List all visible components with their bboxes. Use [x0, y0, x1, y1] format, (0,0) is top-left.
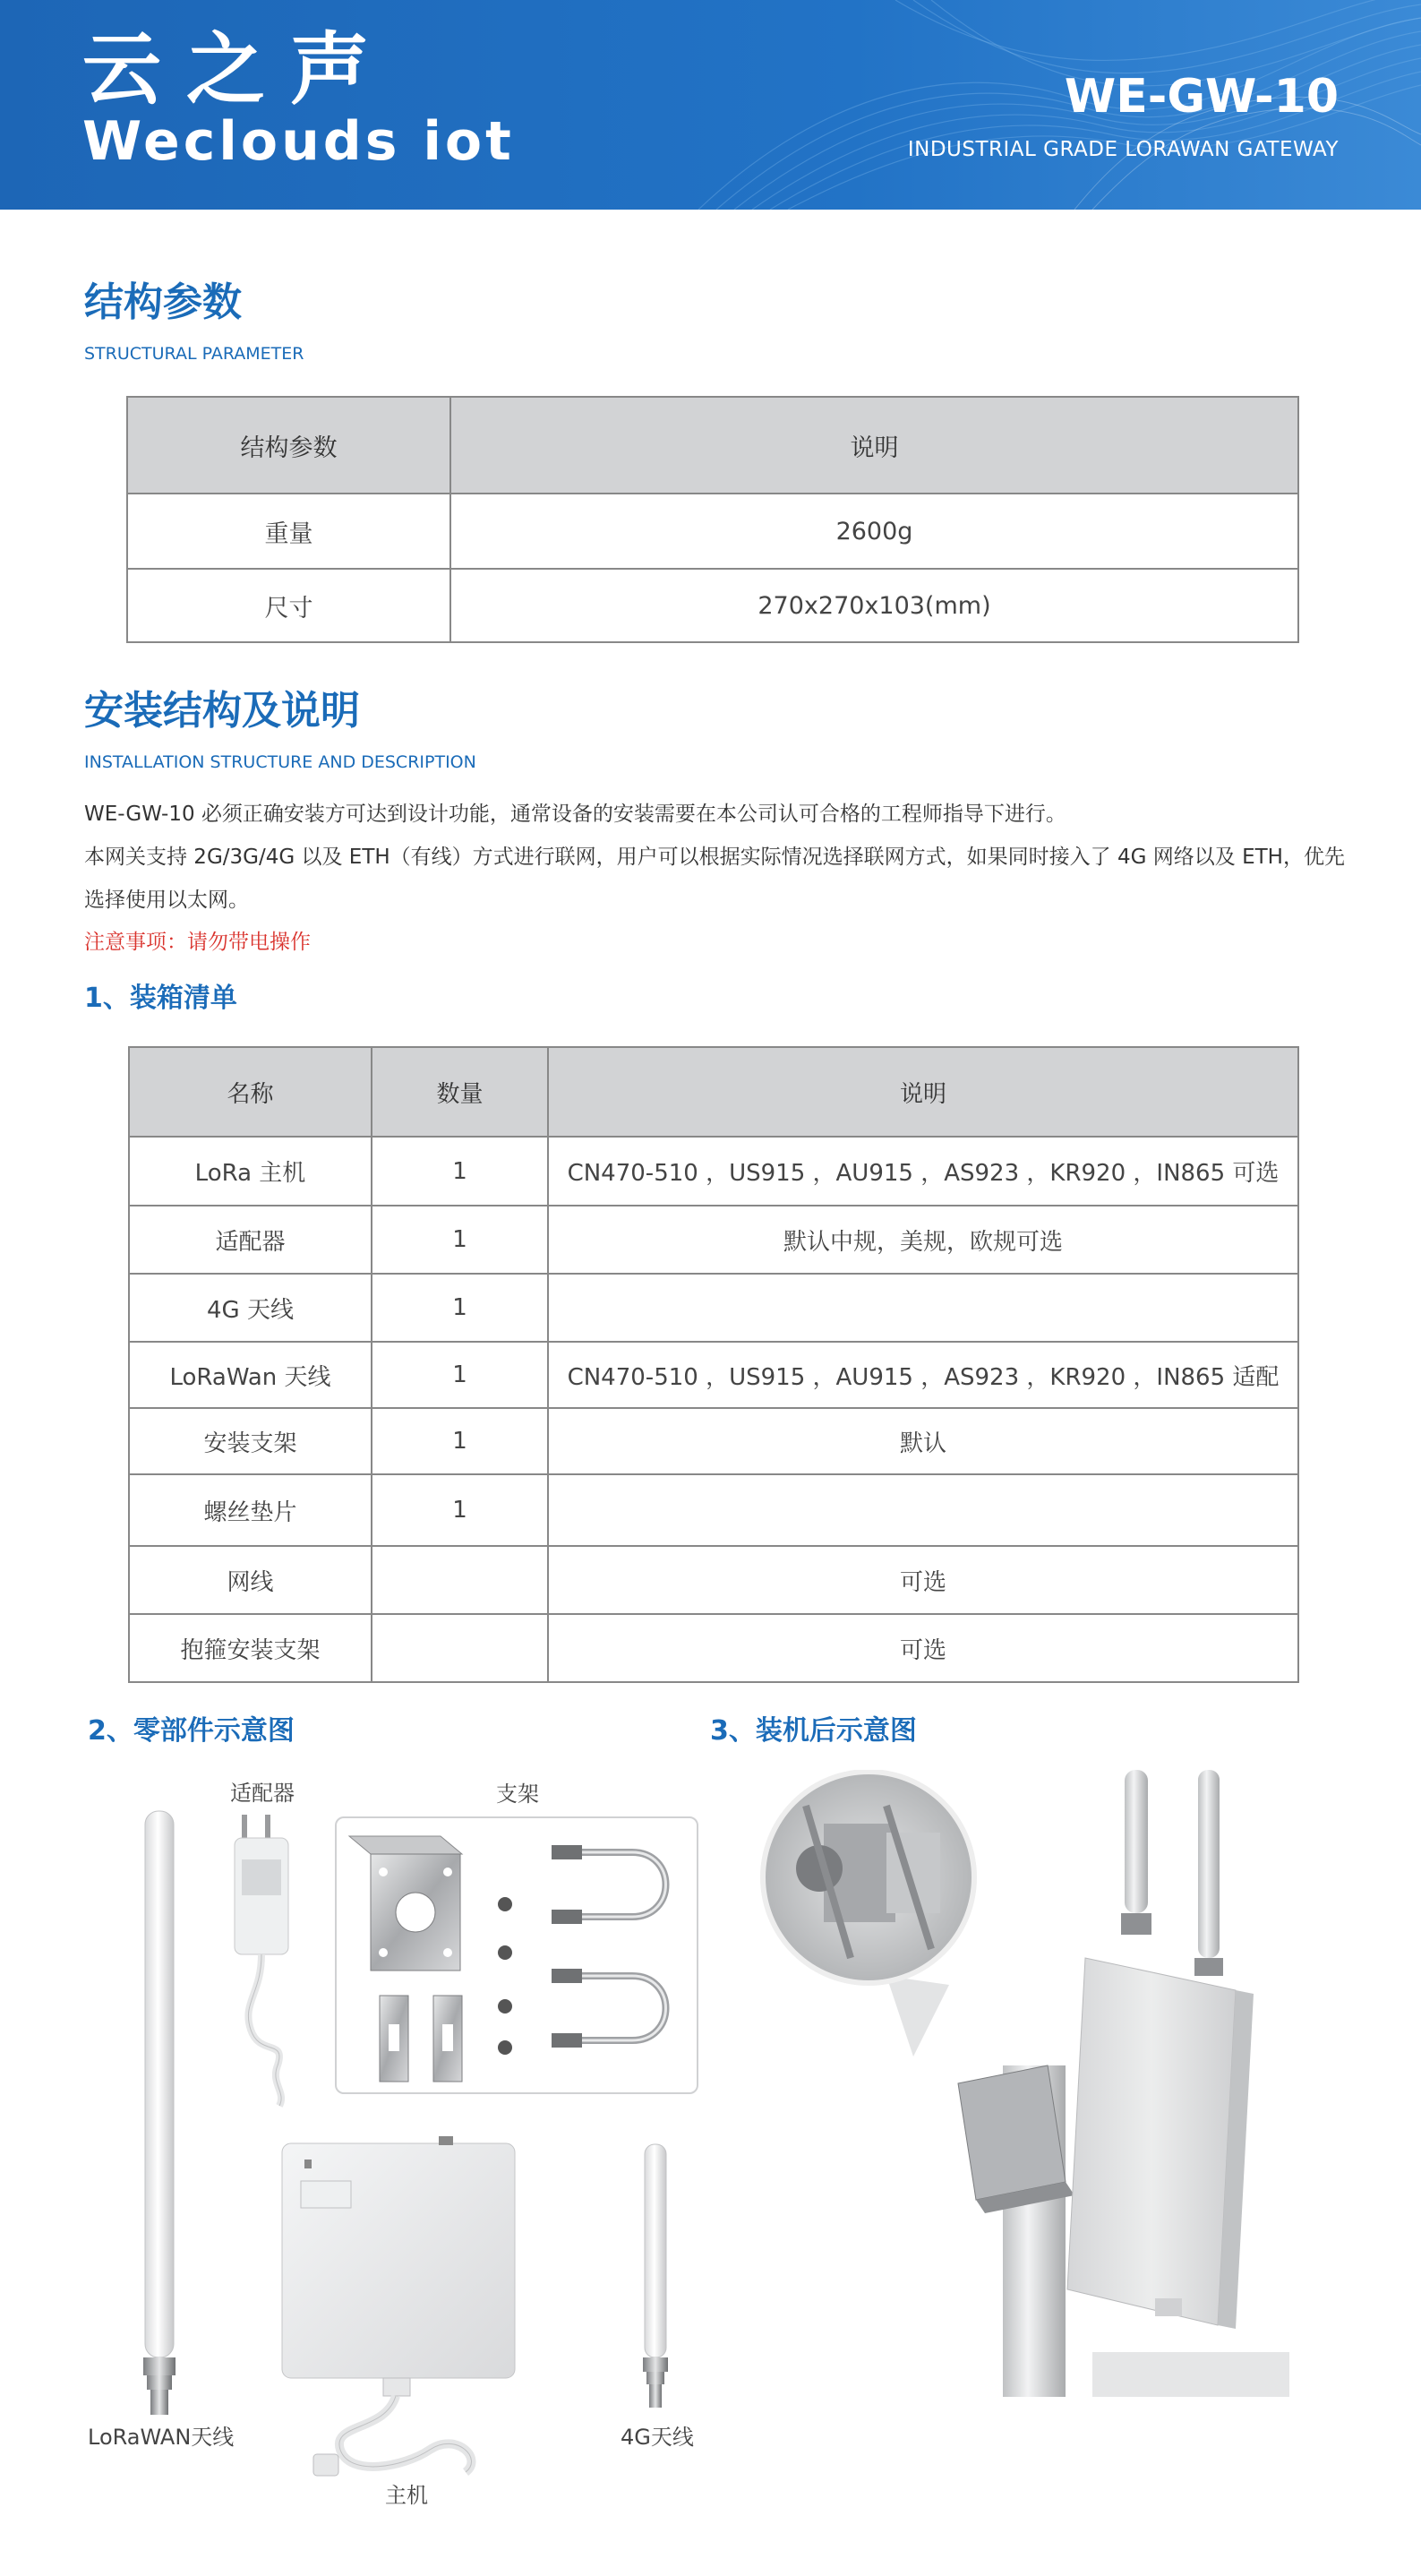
packing-header-qty: 数量 — [372, 1047, 548, 1137]
packing-list-title: 1、装箱清单 — [84, 983, 237, 1014]
table-cell: 适配器 — [129, 1206, 372, 1274]
table-cell: 1 — [372, 1474, 548, 1546]
bracket-parts-image — [337, 1818, 697, 2092]
table-cell: 1 — [372, 1274, 548, 1342]
table-row — [127, 494, 1298, 569]
structural-section-subtitle: STRUCTURAL PARAMETER — [84, 344, 304, 364]
assembled-gateway-image — [752, 1770, 1343, 2397]
table-row — [129, 1546, 1298, 1614]
brand-name-chinese: 云之声 — [82, 23, 395, 116]
packing-header-name: 名称 — [129, 1047, 372, 1137]
table-row — [127, 569, 1298, 642]
install-warning-note: 注意事项：请勿带电操作 — [84, 931, 311, 954]
install-paragraph-2: 本网关支持 2G/3G/4G 以及 ETH（有线）方式进行联网，用户可以根据实际情况选择联网方式，如果同时接入了 4G 网络以及 ETH，优先选择使用以太网。 — [84, 846, 1345, 912]
product-type: INDUSTRIAL GRADE LORAWAN GATEWAY — [907, 138, 1339, 161]
table-cell — [372, 1614, 548, 1682]
table-cell: 可选 — [548, 1546, 1298, 1614]
structural-table — [126, 396, 1299, 643]
table-cell: CN470-510 ，US915 ，AU915 ，AS923 ，KR920 ，IN865 适配 — [548, 1342, 1298, 1408]
gateway-host-image — [278, 2136, 519, 2494]
page-header — [0, 0, 1421, 210]
table-cell: 1 — [372, 1137, 548, 1206]
table-cell: 270x270x103(mm) — [450, 569, 1298, 642]
4g-antenna-label: 4G天线 — [621, 2425, 694, 2450]
table-cell: 1 — [372, 1206, 548, 1274]
table-cell: 1 — [372, 1408, 548, 1474]
host-label: 主机 — [385, 2483, 428, 2508]
packing-list-table — [128, 1046, 1299, 1683]
table-cell: LoRaWan 天线 — [129, 1342, 372, 1408]
install-paragraph-1: WE-GW-10 必须正确安装方可达到设计功能，通常设备的安装需要在本公司认可合格的工程师指导下进行。 — [84, 803, 1066, 826]
4g-antenna-image — [638, 2142, 673, 2411]
lorawan-antenna-image — [134, 1809, 184, 2418]
packing-header-desc: 说明 — [548, 1047, 1298, 1137]
table-row — [129, 1274, 1298, 1342]
table-cell — [548, 1474, 1298, 1546]
table-row — [129, 1206, 1298, 1274]
table-cell — [548, 1274, 1298, 1342]
table-cell: 螺丝垫片 — [129, 1474, 372, 1546]
brand-name-english: Weclouds iot — [82, 110, 515, 173]
table-cell: 2600g — [450, 494, 1298, 569]
table-cell: 抱箍安装支架 — [129, 1614, 372, 1682]
install-section-title: 安装结构及说明 — [84, 688, 360, 734]
power-adapter-image — [224, 1815, 313, 2110]
bracket-label: 支架 — [496, 1782, 539, 1807]
table-row — [129, 1614, 1298, 1682]
table-cell: 1 — [372, 1342, 548, 1408]
table-row — [129, 1342, 1298, 1408]
parts-diagram-title: 2、零部件示意图 — [88, 1715, 295, 1747]
table-cell: 4G 天线 — [129, 1274, 372, 1342]
table-cell: 安装支架 — [129, 1408, 372, 1474]
lorawan-antenna-label: LoRaWAN天线 — [88, 2425, 235, 2450]
assembled-diagram-title: 3、装机后示意图 — [710, 1715, 917, 1747]
table-cell: 可选 — [548, 1614, 1298, 1682]
table-cell: 网线 — [129, 1546, 372, 1614]
table-row — [129, 1137, 1298, 1206]
table-cell: 默认中规，美规，欧规可选 — [548, 1206, 1298, 1274]
table-cell: LoRa 主机 — [129, 1137, 372, 1206]
table-row — [129, 1408, 1298, 1474]
structural-header-param: 结构参数 — [127, 397, 450, 494]
adapter-label: 适配器 — [230, 1781, 295, 1806]
table-cell: 尺寸 — [127, 569, 450, 642]
table-cell: 默认 — [548, 1408, 1298, 1474]
bracket-parts-box — [335, 1816, 698, 2094]
install-section-subtitle: INSTALLATION STRUCTURE AND DESCRIPTION — [84, 752, 476, 772]
table-row — [129, 1474, 1298, 1546]
table-cell — [372, 1546, 548, 1614]
structural-header-desc: 说明 — [450, 397, 1298, 494]
product-model: WE-GW-10 — [1064, 70, 1339, 124]
table-cell: 重量 — [127, 494, 450, 569]
table-cell: CN470-510 ，US915 ，AU915 ，AS923 ，KR920 ，IN865 可选 — [548, 1137, 1298, 1206]
structural-section-title: 结构参数 — [84, 279, 242, 325]
